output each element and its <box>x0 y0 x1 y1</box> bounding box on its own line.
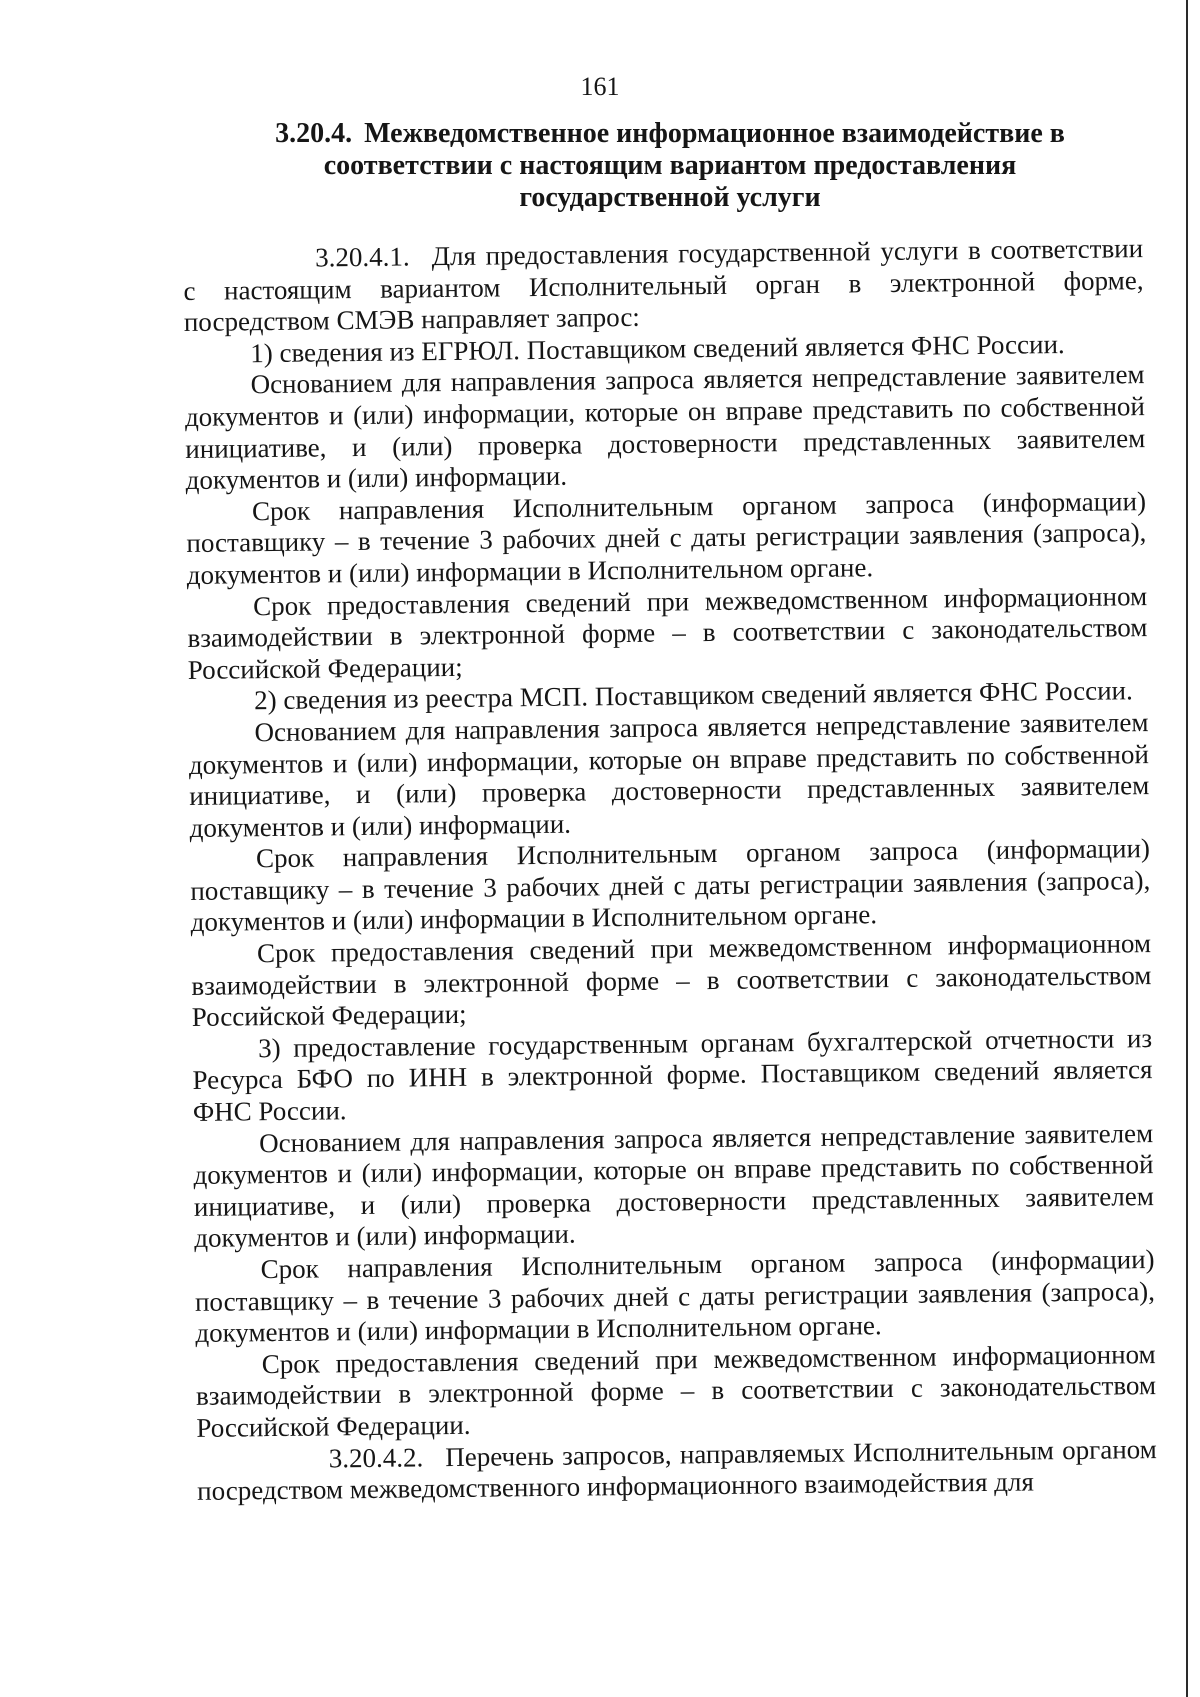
clause-number: 3.20.4.2. <box>328 1441 424 1473</box>
paragraph-provision-term: Срок предоставления сведений при межведомственном информационном взаимодействии в электронной форме – в соответствии с законодательством Российской Федерации; <box>191 928 1152 1033</box>
paragraph-basis: Основанием для направления запроса является непредставление заявителем документов и (или) информации, которые он вправе представить по собственной инициативе, и (или) проверка достоверности представленных заявителем документов и (или) информации. <box>193 1117 1155 1254</box>
paragraph-3-20-4-2 <box>197 1434 1158 1508</box>
paragraph-3-20-4-1 <box>183 233 1144 339</box>
paragraph-request-term: Срок направления Исполнительным органом запроса (информации) поставщику – в течение 3 рабочих дней с даты регистрации заявления (запроса), документов и (или) информации в Исполнительном органе. <box>194 1244 1156 1349</box>
list-item-2: 2) сведения из реестра МСП. Поставщиком сведений является ФНС России. <box>254 675 1133 716</box>
section-heading <box>240 118 1100 214</box>
clause-number: 3.20.4.1. <box>314 241 410 273</box>
list-item-1: 1) сведения из ЕГРЮЛ. Поставщиком сведений является ФНС России. <box>250 328 1065 369</box>
heading-number: 3.20.4. <box>275 118 353 149</box>
heading-line-3: государственной услуги <box>519 182 821 213</box>
paragraph-text: Для предоставления государственной услуги в соответствии с настоящим вариантом Исполнительный орган в электронной форме, посредством СМЭВ направляет запрос: <box>183 233 1144 338</box>
paragraph-provision-term: Срок предоставления сведений при межведомственном информационном взаимодействии в электронной форме – в соответствии с законодательством Российской Федерации. <box>195 1338 1157 1443</box>
heading-line-1: Межведомственное информационное взаимодействие в <box>364 118 1065 149</box>
document-body <box>183 233 1157 1508</box>
paragraph-request-term: Срок направления Исполнительным органом запроса (информации) поставщику – в течение 3 рабочих дней с даты регистрации заявления (запроса), документов и (или) информации в Исполнительном органе. <box>190 833 1151 938</box>
paragraph-text: Перечень запросов, направляемых Исполнительным органом посредством межведомственного информационного взаимодействия для <box>196 1433 1157 1507</box>
page-number: 161 <box>580 72 620 101</box>
list-item-3: 3) предоставление государственным органам бухгалтерской отчетности из Ресурса БФО по ИНН в электронной форме. Поставщиком сведений является ФНС России. <box>192 1022 1153 1127</box>
paragraph-provision-term: Срок предоставления сведений при межведомственном информационном взаимодействии в электронной форме – в соответствии с законодательством Российской Федерации; <box>187 580 1148 685</box>
heading-line <box>240 118 1100 150</box>
paragraph-basis: Основанием для направления запроса является непредставление заявителем документов и (или) информации, которые он вправе представить по собственной инициативе, и (или) проверка достоверности представленных заявителем документов и (или) информации. <box>184 359 1146 496</box>
paragraph-basis: Основанием для направления запроса является непредставление заявителем документов и (или) информации, которые он вправе представить по собственной инициативе, и (или) проверка достоверности представленных заявителем документов и (или) информации. <box>188 706 1150 843</box>
scan-edge-line <box>1186 0 1188 1697</box>
heading-line-2: соответствии с настоящим вариантом предоставления <box>323 150 1017 181</box>
paragraph-request-term: Срок направления Исполнительным органом запроса (информации) поставщику – в течение 3 рабочих дней с даты регистрации заявления (запроса), документов и (или) информации в Исполнительном органе. <box>186 485 1147 590</box>
